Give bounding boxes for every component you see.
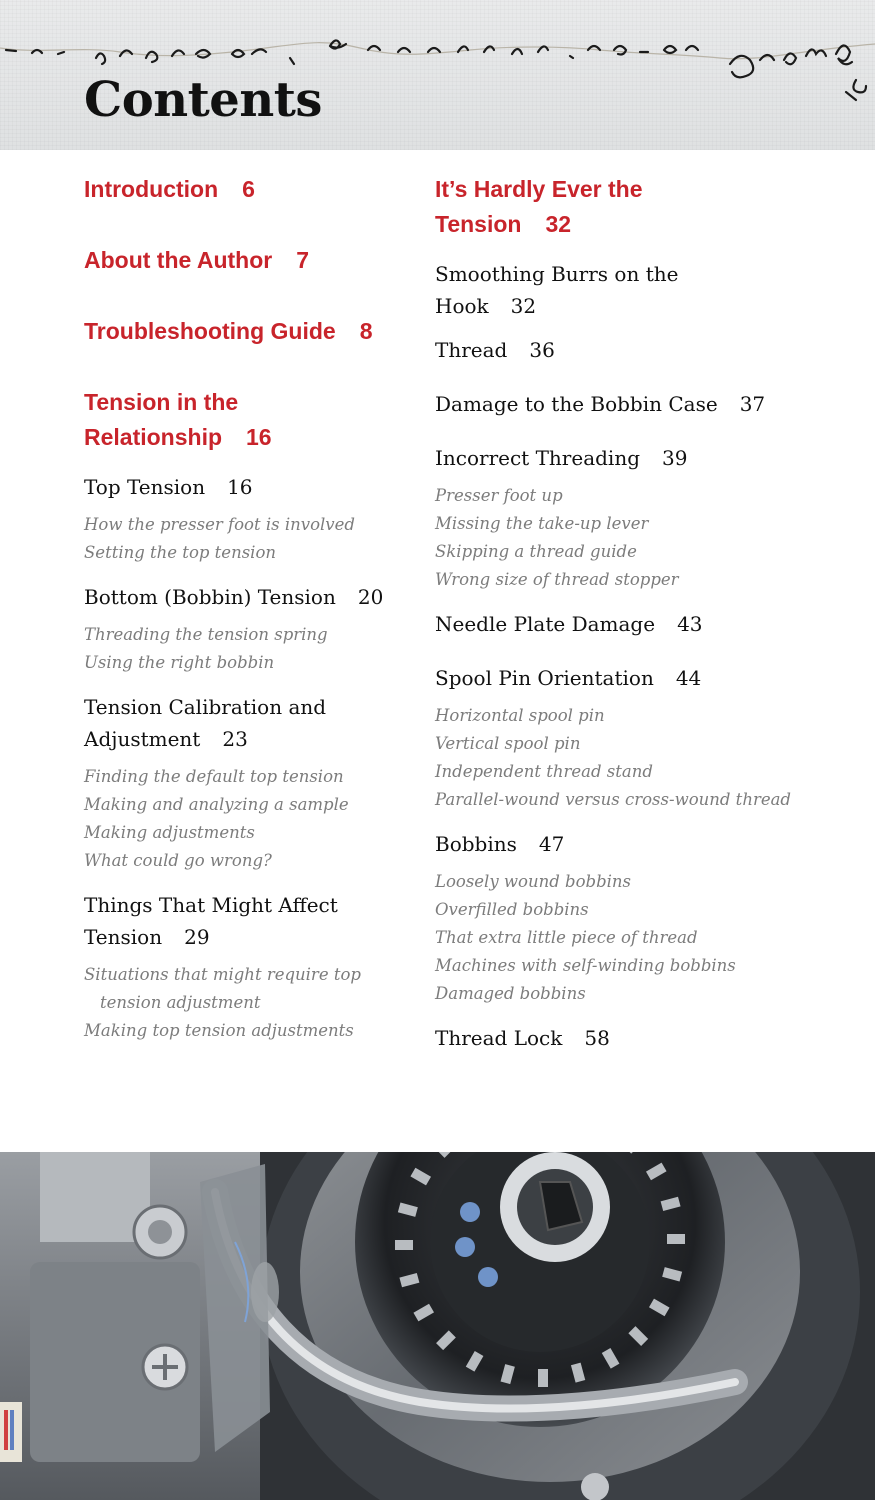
- toc-subentry: Making and analyzing a sample: [84, 795, 349, 814]
- toc-subentries: [84, 961, 414, 1045]
- page-number: 23: [222, 727, 248, 751]
- toc-subentry: Horizontal spool pin: [435, 706, 605, 725]
- page-number: 6: [242, 176, 255, 202]
- toc-subentries: [435, 482, 835, 594]
- toc-subentry: Threading the tension spring: [84, 625, 328, 644]
- toc-right-column: [435, 172, 835, 1054]
- toc-entry-bobbins[interactable]: Bobbins 47: [435, 832, 565, 856]
- toc-subentry: How the presser foot is involved: [84, 515, 355, 534]
- page-number: 39: [662, 446, 688, 470]
- toc-entry-spool-pin[interactable]: Spool Pin Orientation 44: [435, 666, 702, 690]
- toc-subentry: Finding the default top tension: [84, 767, 344, 786]
- toc-subentry: Loosely wound bobbins: [435, 872, 632, 891]
- toc-subentry: Presser foot up: [435, 486, 563, 505]
- toc-subentry: Setting the top tension: [84, 543, 277, 562]
- toc-subentry: What could go wrong?: [84, 851, 272, 870]
- toc-section-tension-relationship[interactable]: Tension in the Relationship 16: [84, 389, 272, 450]
- toc-entry-thread-lock[interactable]: Thread Lock 58: [435, 1026, 610, 1050]
- toc-entry-incorrect-threading[interactable]: Incorrect Threading 39: [435, 446, 688, 470]
- toc-section-about-author[interactable]: About the Author 7: [84, 247, 310, 273]
- toc-entry-thread[interactable]: Thread 36: [435, 338, 555, 362]
- page-number: 7: [296, 247, 310, 273]
- page-number: 32: [510, 294, 537, 318]
- toc-subentries: [435, 702, 835, 814]
- toc-subentries: [84, 511, 414, 567]
- toc-subentry: Vertical spool pin: [435, 734, 581, 753]
- page-number: 58: [584, 1026, 610, 1050]
- toc-subentry: Making top tension adjustments: [84, 1021, 354, 1040]
- toc-subentry: Situations that might require top tension adjustment: [84, 965, 361, 1012]
- page-number: 29: [184, 925, 210, 949]
- page-number: 47: [538, 832, 565, 856]
- toc-section-hardly-ever-tension[interactable]: It’s Hardly Ever the Tension 32: [435, 176, 643, 237]
- toc-subentry: Missing the take-up lever: [435, 514, 649, 533]
- toc-subentry: Machines with self-winding bobbins: [435, 956, 736, 975]
- toc-subentry: Making adjustments: [84, 823, 255, 842]
- toc-entry-bobbin-case-damage[interactable]: Damage to the Bobbin Case 37: [435, 392, 766, 416]
- toc-subentry: Overfilled bobbins: [435, 900, 589, 919]
- toc-entry-bottom-tension[interactable]: Bottom (Bobbin) Tension 20: [84, 585, 384, 609]
- toc-left-column: [84, 172, 414, 1059]
- page-number: 16: [227, 475, 253, 499]
- page-number: 8: [359, 318, 373, 344]
- toc-entry-smoothing-burrs[interactable]: Smoothing Burrs on the Hook 32: [435, 262, 679, 318]
- page-number: 43: [677, 612, 703, 636]
- page-number: 36: [529, 338, 555, 362]
- page-number: 32: [545, 211, 572, 237]
- bobbin-hook-photo: [0, 1152, 875, 1500]
- page-number: 20: [357, 585, 384, 609]
- header-band: [0, 0, 875, 150]
- page-title: Contents: [84, 72, 322, 128]
- toc-entry-tension-calibration[interactable]: Tension Calibration and Adjustment 23: [84, 695, 327, 751]
- toc-subentry: Damaged bobbins: [435, 984, 586, 1003]
- toc-subentry: Using the right bobbin: [84, 653, 275, 672]
- toc-subentry: Skipping a thread guide: [435, 542, 637, 561]
- page-number: 16: [246, 424, 272, 450]
- toc-subentries: [84, 763, 414, 875]
- toc-subentry: That extra little piece of thread: [435, 928, 698, 947]
- toc-subentries: [84, 621, 414, 677]
- page-number: 37: [739, 392, 766, 416]
- page-number: 44: [675, 666, 702, 690]
- toc-entry-top-tension[interactable]: Top Tension 16: [84, 475, 253, 499]
- toc-subentries: [435, 868, 835, 1008]
- toc-section-troubleshooting[interactable]: Troubleshooting Guide 8: [84, 318, 373, 344]
- toc-subentry: Independent thread stand: [435, 762, 653, 781]
- toc-entry-things-affect-tension[interactable]: Things That Might Affect Tension 29: [84, 893, 338, 949]
- toc-section-introduction[interactable]: Introduction 6: [84, 176, 255, 202]
- toc-subentry: Parallel-wound versus cross-wound thread: [435, 790, 791, 809]
- bobbin-illustration: [0, 1152, 875, 1500]
- toc-entry-needle-plate[interactable]: Needle Plate Damage 43: [435, 612, 703, 636]
- toc-subentry: Wrong size of thread stopper: [435, 570, 679, 589]
